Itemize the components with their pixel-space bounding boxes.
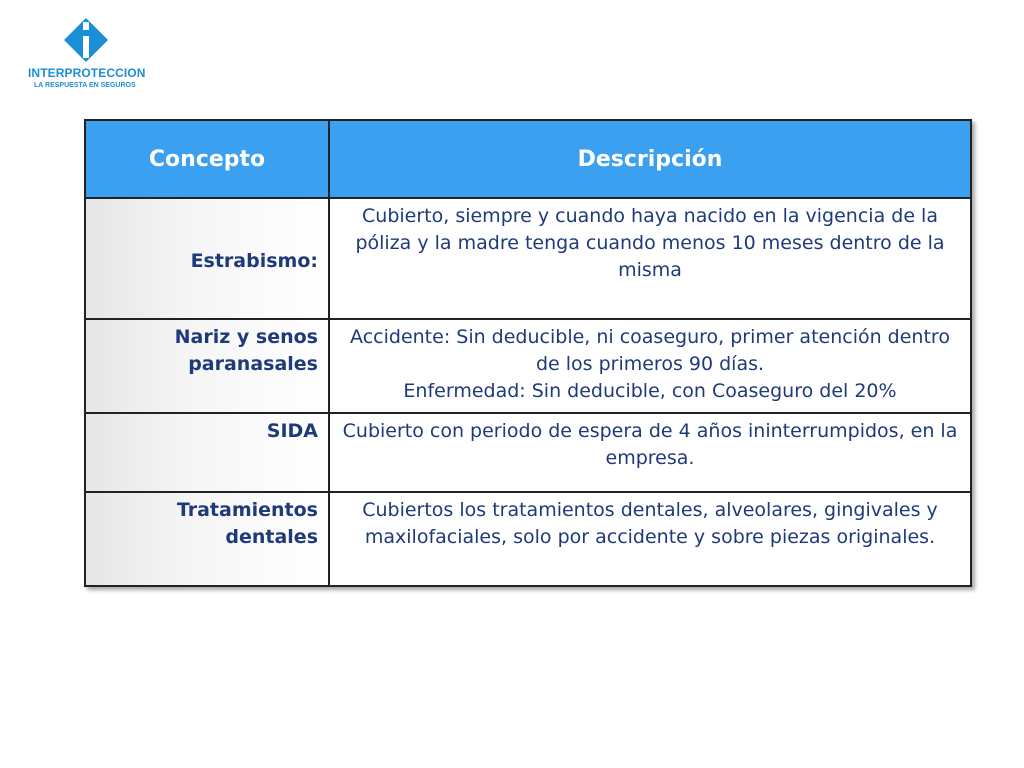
- diamond-logo-icon: [62, 16, 110, 64]
- description-cell: [329, 319, 971, 413]
- company-logo: [28, 16, 148, 96]
- description-cell: [329, 413, 971, 492]
- description-cell: [329, 492, 971, 586]
- concept-label: SIDA: [266, 420, 318, 442]
- logo-tagline: LA RESPUESTA EN SEGUROS: [34, 82, 136, 89]
- table-row: [85, 319, 971, 413]
- table-header-row: [85, 120, 971, 198]
- coverage-table: [84, 119, 972, 587]
- concept-label: Nariz y senos paranasales: [174, 326, 318, 375]
- description-text: Cubiertos los tratamientos dentales, alveolares, gingivales y maxilofaciales, solo por accidente y sobre piezas originales.: [362, 499, 938, 548]
- header-descripcion: Descripción: [329, 120, 971, 198]
- concept-cell: [85, 413, 329, 492]
- table-row: [85, 492, 971, 586]
- concept-cell: [85, 492, 329, 586]
- description-cell: [329, 198, 971, 319]
- concept-cell: [85, 319, 329, 413]
- concept-label: Tratamientos dentales: [176, 499, 318, 548]
- table-row: [85, 198, 971, 319]
- table-row: [85, 413, 971, 492]
- description-text: Enfermedad: Sin deducible, con Coaseguro del 20%: [403, 380, 897, 402]
- concept-label: Estrabismo:: [190, 250, 318, 272]
- description-text: Cubierto con periodo de espera de 4 años ininterrumpidos, en la empresa.: [342, 420, 958, 469]
- concept-cell: [85, 198, 329, 319]
- description-text: Cubierto, siempre y cuando haya nacido en la vigencia de la póliza y la madre tenga cuando menos 10 meses dentro de la misma: [355, 205, 945, 281]
- header-concepto: Concepto: [85, 120, 329, 198]
- logo-name: INTERPROTECCION: [28, 66, 146, 80]
- description-text: Accidente: Sin deducible, ni coaseguro, primer atención dentro de los primeros 90 días.: [350, 326, 950, 375]
